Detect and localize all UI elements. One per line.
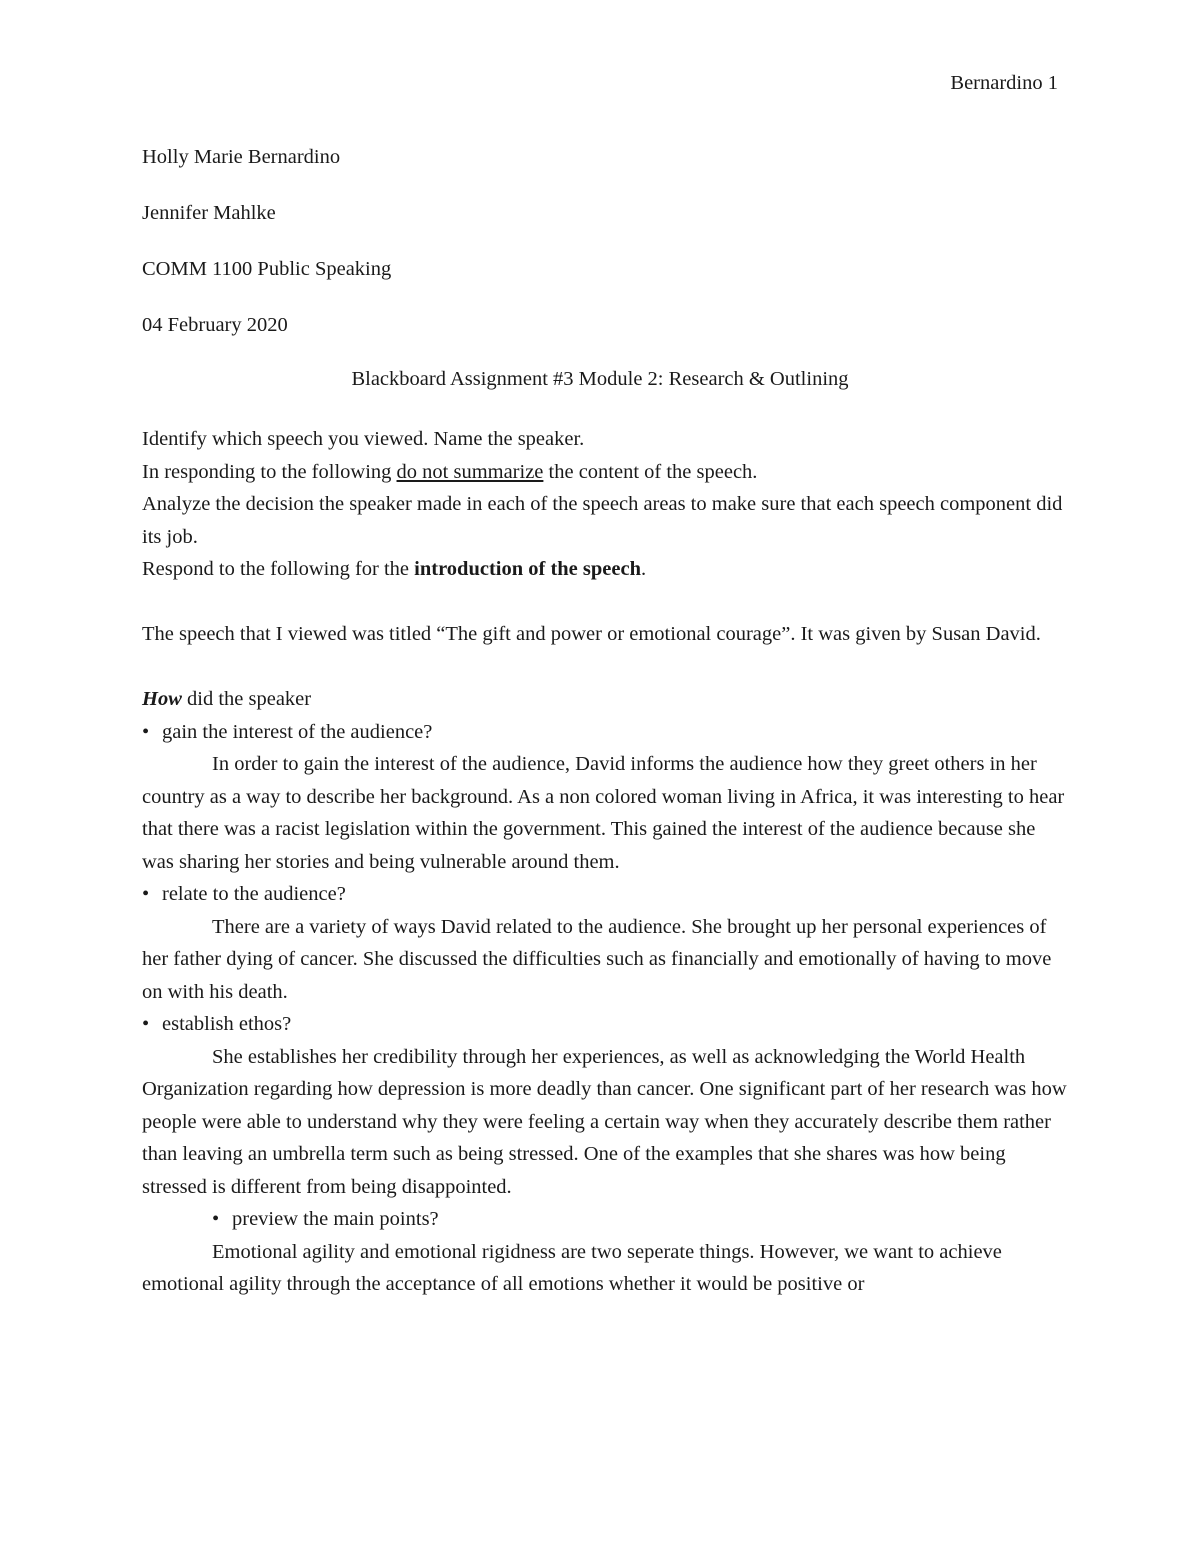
course-name: COMM 1100 Public Speaking — [142, 258, 392, 280]
student-name: Holly Marie Bernardino — [142, 146, 341, 168]
question-text: preview the main points? — [232, 1208, 439, 1230]
bullet-icon: • — [212, 1208, 220, 1230]
how-prompt — [142, 683, 1072, 716]
prompt-text: did the speaker — [181, 688, 312, 710]
bullet-question — [142, 716, 1072, 749]
answer-paragraph: She establishes her credibility through her experiences, as well as acknowledging the World Health Organization regarding how depression is more deadly than cancer. One significant part of her research was how people were able to understand why they were feeling a certain way when they accurately describe them rather than leaving an umbrella term such as being stressed. One of the examples that she shares was how being stressed is different from being disappointed. — [142, 1045, 1067, 1198]
instruction-line-4 — [142, 553, 1072, 586]
question-text: relate to the audience? — [162, 883, 346, 905]
instruction-line-1: Identify which speech you viewed. Name the speaker. — [142, 428, 585, 450]
document-body — [142, 423, 1072, 1301]
bullet-icon: • — [142, 1013, 150, 1035]
instruction-line-2 — [142, 456, 1072, 489]
answer-paragraph: Emotional agility and emotional rigidness are two seperate things. However, we want to achieve emotional agility through the acceptance of all emotions whether it would be positive or — [142, 1240, 1002, 1295]
instruction-text: . — [641, 558, 647, 580]
speech-identification: The speech that I viewed was titled “The gift and power or emotional courage”. It was given by Susan David. — [142, 623, 1041, 645]
question-text: gain the interest of the audience? — [162, 720, 433, 743]
assignment-date: 04 February 2020 — [142, 314, 288, 336]
answer-paragraph: There are a variety of ways David related to the audience. She brought up her personal experiences of her father dying of cancer. She discussed the difficulties such as financially and emotionally of having to move on with his death. — [142, 915, 1052, 1003]
document-title: Blackboard Assignment #3 Module 2: Research & Outlining — [351, 368, 849, 390]
answer-paragraph: In order to gain the interest of the audience, David informs the audience how they greet others in her country as a way to describe her background. As a non colored woman living in Africa, it was interesting to hear that there was a racist legislation within the government. This gained the interest of the audience because she was sharing her stories and being vulnerable around them. — [142, 753, 1065, 873]
bold-italic-text: How — [142, 688, 182, 710]
instruction-text: In responding to the following — [142, 460, 397, 483]
bullet-icon: • — [142, 720, 150, 743]
bullet-question — [142, 1203, 1072, 1236]
running-head: Bernardino 1 — [950, 72, 1058, 94]
instructor-name: Jennifer Mahlke — [142, 202, 276, 224]
bold-text: introduction of the speech — [414, 558, 641, 580]
underlined-text: do not summarize — [396, 460, 544, 483]
instruction-text: Respond to the following for the — [142, 558, 415, 580]
question-text: establish ethos? — [162, 1013, 292, 1035]
bullet-question — [142, 1008, 1072, 1041]
instruction-text: the content of the speech. — [543, 460, 758, 483]
instruction-line-3: Analyze the decision the speaker made in each of the speech areas to make sure that each speech component did its job. — [142, 493, 1063, 548]
bullet-icon: • — [142, 883, 150, 905]
spacer — [142, 651, 1072, 684]
spacer — [142, 586, 1072, 619]
bullet-question — [142, 878, 1072, 911]
